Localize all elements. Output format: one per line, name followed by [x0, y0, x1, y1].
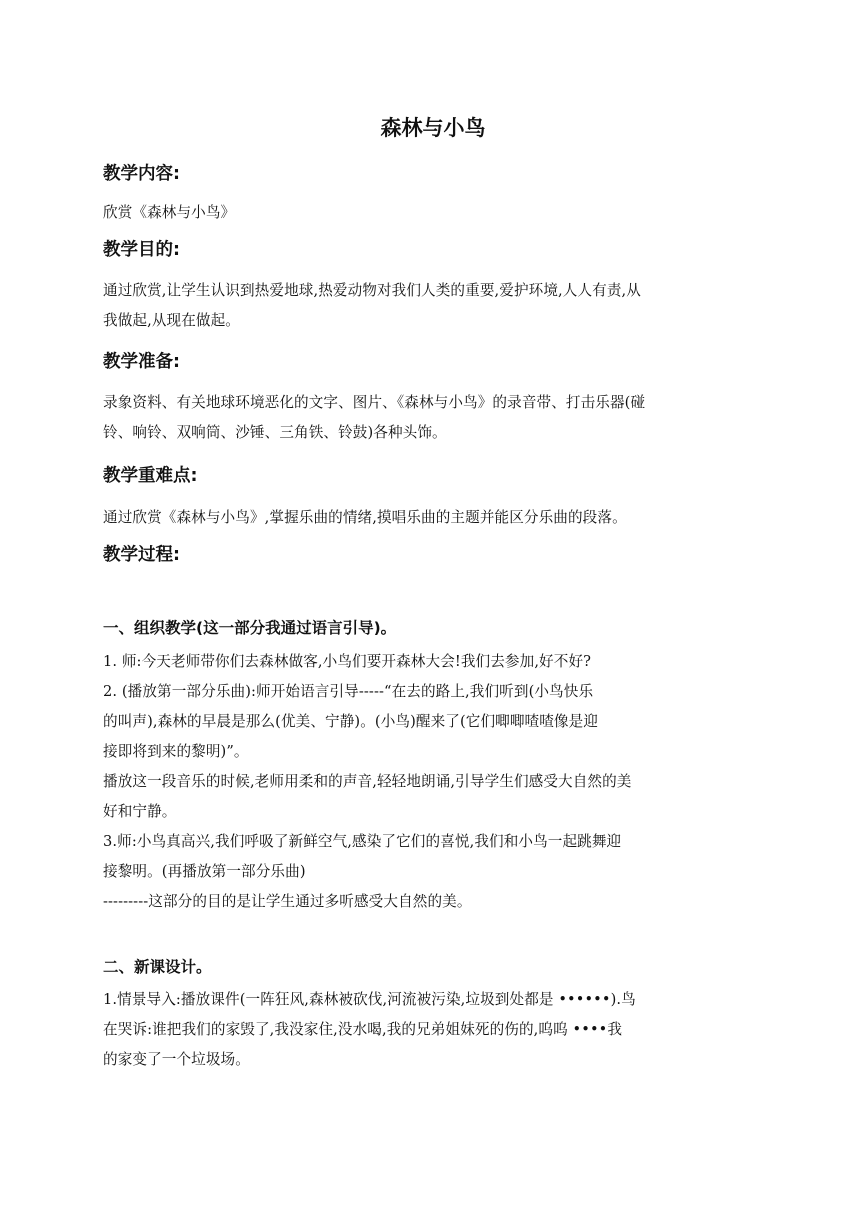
text-line: 接即将到来的黎明)”。 [103, 743, 249, 760]
paragraph-part-two [103, 985, 763, 1075]
text-line: 的叫声),森林的早晨是那么(优美、宁静)。(小鸟)醒来了(它们唧唧喳喳像是迎 [103, 713, 599, 730]
heading-teaching-prep: 教学准备: [103, 352, 180, 372]
text-line: 的家变了一个垃圾场。 [103, 1051, 250, 1068]
document-title: 森林与小鸟 [380, 116, 486, 140]
text-line: 2. (播放第一部分乐曲):师开始语言引导-----“在去的路上,我们听到(小鸟快乐 [103, 683, 594, 700]
text-line: 铃、响铃、双响筒、沙锤、三角铁、铃鼓)各种头饰。 [103, 424, 447, 441]
text-line: 录象资料、有关地球环境恶化的文字、图片、《森林与小鸟》的录音带、打击乐器(碰 [103, 394, 646, 411]
text-line: 3.师:小鸟真高兴,我们呼吸了新鲜空气,感染了它们的喜悦,我们和小鸟一起跳舞迎 [103, 833, 622, 850]
paragraph-part-one [103, 647, 763, 917]
heading-teaching-goals: 教学目的: [103, 240, 180, 260]
text-line: 1. 师:今天老师带你们去森林做客,小鸟们要开森林大会!我们去参加,好不好? [103, 653, 592, 670]
paragraph-teaching-prep [103, 388, 763, 448]
heading-teaching-difficulty: 教学重难点: [103, 466, 198, 486]
heading-part-one: 一、组织教学(这一部分我通过语言引导)。 [103, 619, 397, 637]
paragraph-teaching-difficulty [103, 503, 763, 533]
text-line: 接黎明。(再播放第一部分乐曲) [103, 863, 306, 880]
text-line: ---------这部分的目的是让学生通过多听感受大自然的美。 [103, 893, 472, 910]
text-line: 我做起,从现在做起。 [103, 312, 240, 329]
paragraph-teaching-content [103, 198, 763, 228]
text-line: 在哭诉:谁把我们的家毁了,我没家住,没水喝,我的兄弟姐妹死的伤的,呜呜 ••••我 [103, 1021, 623, 1038]
text-line: 播放这一段音乐的时候,老师用柔和的声音,轻轻地朗诵,引导学生们感受大自然的美 [103, 773, 632, 790]
heading-part-two: 二、新课设计。 [103, 958, 212, 976]
heading-teaching-content: 教学内容: [103, 164, 180, 184]
text-line: 欣赏《森林与小鸟》 [103, 204, 236, 221]
document-page [103, 0, 763, 1216]
paragraph-teaching-goals [103, 276, 763, 336]
text-line: 1.情景导入:播放课件(一阵狂风,森林被砍伐,河流被污染,垃圾到处都是 ••••••).鸟 [103, 991, 636, 1008]
text-line: 通过欣赏,让学生认识到热爱地球,热爱动物对我们人类的重要,爱护环境,人人有责,从 [103, 282, 641, 299]
heading-teaching-process: 教学过程: [103, 545, 180, 565]
text-line: 好和宁静。 [103, 803, 177, 820]
text-line: 通过欣赏《森林与小鸟》,掌握乐曲的情绪,摸唱乐曲的主题并能区分乐曲的段落。 [103, 509, 627, 526]
